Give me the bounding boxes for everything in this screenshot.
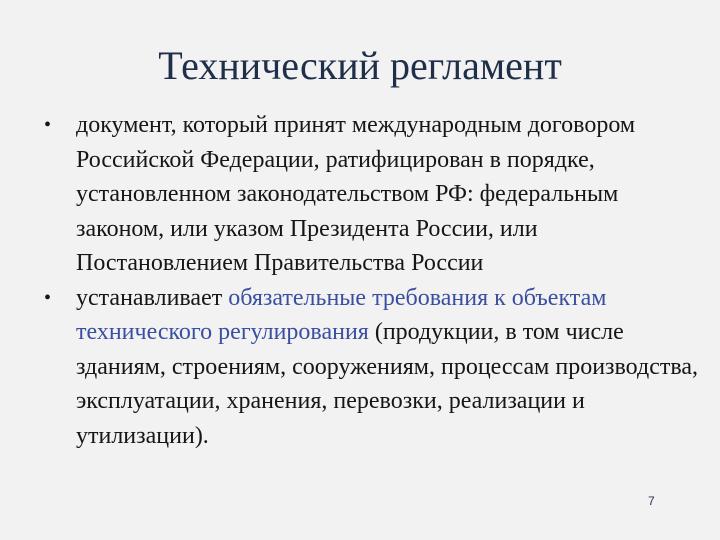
bullet-highlighted-text: обязательные требования к объектам технического регулирования <box>76 284 607 345</box>
page-number: 7 <box>648 494 655 508</box>
bullet-text: документ, который принят международным договором Российской Федерации, ратифицирован в порядке, установленном законодательством РФ: федеральным законом, или указом Президента России, или Постановлением Правительства России <box>76 112 636 276</box>
bullet-icon: • <box>44 114 52 136</box>
slide-title: Технический регламент <box>158 43 562 88</box>
bullet-icon: • <box>44 286 52 309</box>
bullet-item <box>44 281 704 454</box>
bullet-item <box>44 108 704 281</box>
bullet-list <box>44 108 704 453</box>
bullet-text-start: устанавливает <box>76 284 229 311</box>
bullet-text-end: (продукции, в том числе зданиям, строениям, сооружениям, процессам производства, эксплуатации, хранения, перевозки, реализации и утилизации). <box>76 319 705 449</box>
